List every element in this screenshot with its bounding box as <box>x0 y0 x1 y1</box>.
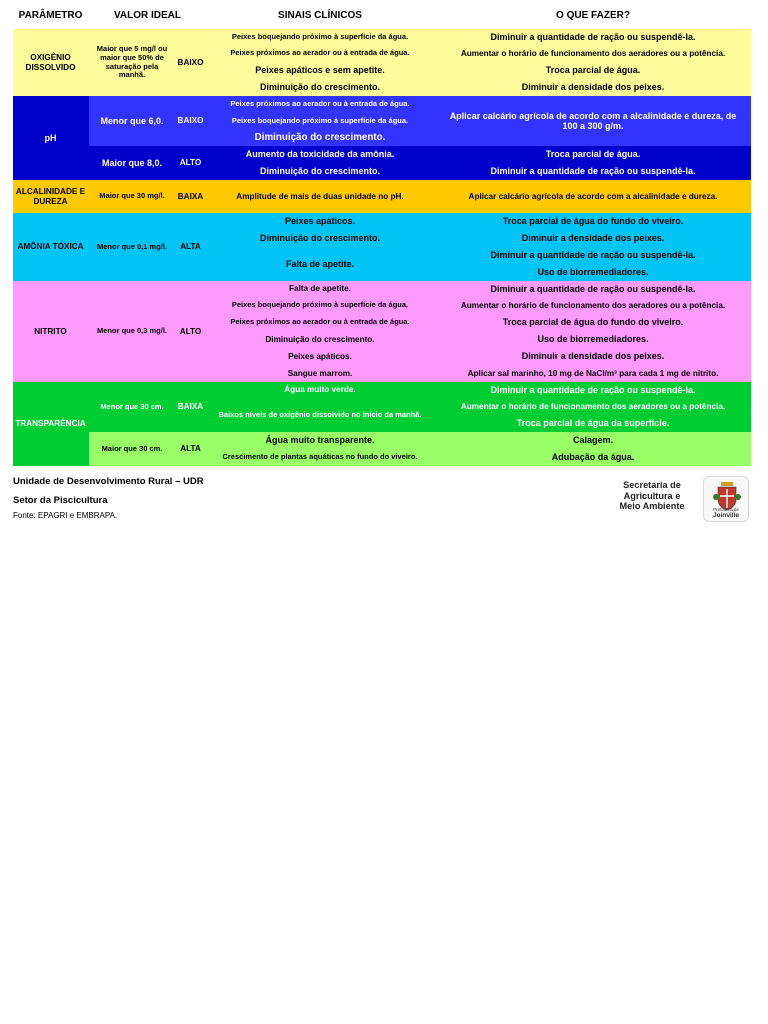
sinal-amonia-2: Diminuição do crescimento. <box>259 233 381 244</box>
fazer-nitrito-4: Uso de biorremediadores. <box>537 334 649 345</box>
fazer-nitrito-6: Aplicar sal marinho, 10 mg de NaCl/m³ para cada 1 mg de nitrito. <box>467 368 719 378</box>
fazer-amonia-3: Diminuir a quantidade de ração ou suspendê-la. <box>490 250 696 261</box>
sinal-oxigenio-2: Peixes próximos ao aerador ou à entrada de água. <box>230 48 410 58</box>
sinal-amonia-3: Falta de apetite. <box>285 258 355 269</box>
sinal-oxigenio-1: Peixes boquejando próximo à superfície da água. <box>231 31 409 41</box>
valor-ph-high: Maior que 8,0. <box>101 157 163 168</box>
fazer-amonia-4: Uso de biorremediadores. <box>537 267 649 278</box>
secretaria-logo-text <box>610 480 694 520</box>
nivel-nitrito: ALTO <box>179 326 202 336</box>
fazer-amonia-2: Diminuir a densidade dos peixes. <box>521 233 665 244</box>
fazer-ph-high-2: Diminuir a quantidade de ração ou suspendê-la. <box>490 166 696 177</box>
nivel-amonia: ALTA <box>180 242 201 252</box>
fazer-amonia-1: Troca parcial de água do fundo do viveiro. <box>502 216 684 227</box>
valor-transparencia-high: Maior que 30 cm. <box>101 443 163 453</box>
fazer-nitrito-1: Diminuir a quantidade de ração ou suspendê-la. <box>490 283 696 294</box>
sinal-transparencia-high-1: Água muito transparente. <box>265 435 375 446</box>
nivel-alcalinidade: BAIXA <box>177 191 204 201</box>
valor-transparencia-low: Menor que 30 cm. <box>100 401 164 411</box>
footer-fonte: Fonte: EPAGRI e EMBRAPA. <box>13 511 118 520</box>
sinal-transparencia-high-2: Crescimento de plantas aquáticas no fundo do viveiro. <box>222 452 418 462</box>
sinal-ph-low-1: Peixes próximos ao aerador ou à entrada de água. <box>230 99 410 109</box>
sinal-alcalinidade: Amplitude de mais de duas unidade no pH. <box>236 191 404 201</box>
fazer-ph-high-1: Troca parcial de água. <box>545 149 641 160</box>
prefeitura-label-name: Joinville <box>712 512 739 519</box>
nivel-transparencia-low: BAIXA <box>177 402 204 412</box>
sinal-ph-high-2: Diminuição do crescimento. <box>259 166 381 177</box>
param-nitrito: NITRITO <box>34 326 67 336</box>
fazer-oxigenio-2: Aumentar o horário de funcionamento dos aeradores ou a potência. <box>460 48 726 58</box>
prefeitura-logo <box>703 476 749 522</box>
nivel-ph-high: ALTO <box>179 158 202 168</box>
sinal-ph-high-1: Aumento da toxicidade da amônia. <box>245 149 395 160</box>
sinal-nitrito-4: Diminuição do crescimento. <box>265 334 375 344</box>
valor-nitrito: Menor que 0,3 mg/l. <box>96 326 167 336</box>
sinal-nitrito-5: Peixes apáticos. <box>288 351 352 361</box>
footer-setor: Setor da Piscicultura <box>13 495 108 506</box>
fazer-transparencia-low-1: Diminuir a quantidade de ração ou suspendê-la. <box>490 384 696 395</box>
param-ph: pH <box>44 132 57 143</box>
nivel-transparencia-high: ALTA <box>180 444 201 454</box>
secretaria-line-2: Agricultura e <box>623 490 681 501</box>
sinal-oxigenio-4: Diminuição do crescimento. <box>259 82 381 93</box>
header-valor-ideal: VALOR IDEAL <box>113 10 182 22</box>
fazer-nitrito-2: Aumentar o horário de funcionamento dos aeradores ou a potência. <box>460 300 726 310</box>
secretaria-line-1: Secretaria de <box>623 480 681 490</box>
secretaria-line-3: Meio Ambiente <box>619 501 685 511</box>
valor-amonia: Menor que 0,1 mg/l. <box>96 241 167 251</box>
fazer-nitrito-3: Troca parcial de água do fundo do viveiro. <box>502 317 684 328</box>
sinal-transparencia-low-2: Baixos níveis de oxigênio dissolvido no início da manhã. <box>218 409 422 419</box>
fazer-transparencia-low-3: Troca parcial de água da superfície. <box>516 418 670 429</box>
prefeitura-label-top: Prefeitura de <box>713 507 739 512</box>
sinal-nitrito-2: Peixes boquejando próximo à superfície da água. <box>231 300 409 310</box>
sinal-ph-low-3: Diminuição do crescimento. <box>254 132 386 144</box>
header-o-que-fazer: O QUE FAZER? <box>556 10 630 22</box>
fazer-oxigenio-1: Diminuir a quantidade de ração ou suspendê-la. <box>490 31 696 42</box>
fazer-transparencia-high-2: Adubação da água. <box>551 452 635 463</box>
fazer-ph-low: Aplicar calcário agrícola de acordo com a alcalinidade e dureza, de 100 a 300 g/m. <box>449 110 737 131</box>
nivel-oxigenio: BAIXO <box>177 57 204 67</box>
sinal-transparencia-low-1: Água muito verde. <box>284 385 356 395</box>
sinal-ph-low-2: Peixes boquejando próximo à superfície da água. <box>231 116 409 126</box>
param-alcalinidade: ALCALINIDADE E DUREZA <box>15 187 86 206</box>
fazer-transparencia-high-1: Calagem. <box>572 435 614 446</box>
fazer-alcalinidade: Aplicar calcário agrícola de acordo com a alcalinidade e dureza. <box>468 191 718 201</box>
valor-ph-low: Menor que 6,0. <box>100 115 164 126</box>
header-sinais-clinicos: SINAIS CLÍNICOS <box>278 10 362 22</box>
fazer-oxigenio-3: Troca parcial de água. <box>545 65 641 76</box>
sinal-nitrito-6: Sangue marrom. <box>287 368 353 378</box>
valor-oxigenio: Maior que 5 mg/l ou maior que 50% de saturação pela manhã. <box>96 44 168 80</box>
fazer-transparencia-low-2: Aumentar o horário de funcionamento dos aeradores ou a potência. <box>460 401 726 411</box>
sinal-amonia-1: Peixes apáticos. <box>284 216 356 227</box>
param-transparencia: TRANSPARÊNCIA <box>15 419 86 429</box>
fazer-nitrito-5: Diminuir a densidade dos peixes. <box>521 351 665 362</box>
sinal-oxigenio-3: Peixes apáticos e sem apetite. <box>255 65 385 76</box>
param-oxigenio: OXIGÊNIO DISSOLVIDO <box>25 53 76 72</box>
sinal-nitrito-3: Peixes próximos ao aerador ou à entrada de água. <box>230 317 410 327</box>
sinal-nitrito-1: Falta de apetite. <box>289 284 351 294</box>
param-amonia: AMÔNIA TÓXICA <box>17 242 84 252</box>
footer-udr: Unidade de Desenvolvimento Rural – UDR <box>13 476 204 487</box>
valor-alcalinidade: Maior que 30 mg/l. <box>99 191 165 201</box>
nivel-ph-low: BAIXO <box>177 116 204 126</box>
fazer-oxigenio-4: Diminuir a densidade dos peixes. <box>521 82 665 93</box>
header-parametro: PARÂMETRO <box>18 10 83 22</box>
